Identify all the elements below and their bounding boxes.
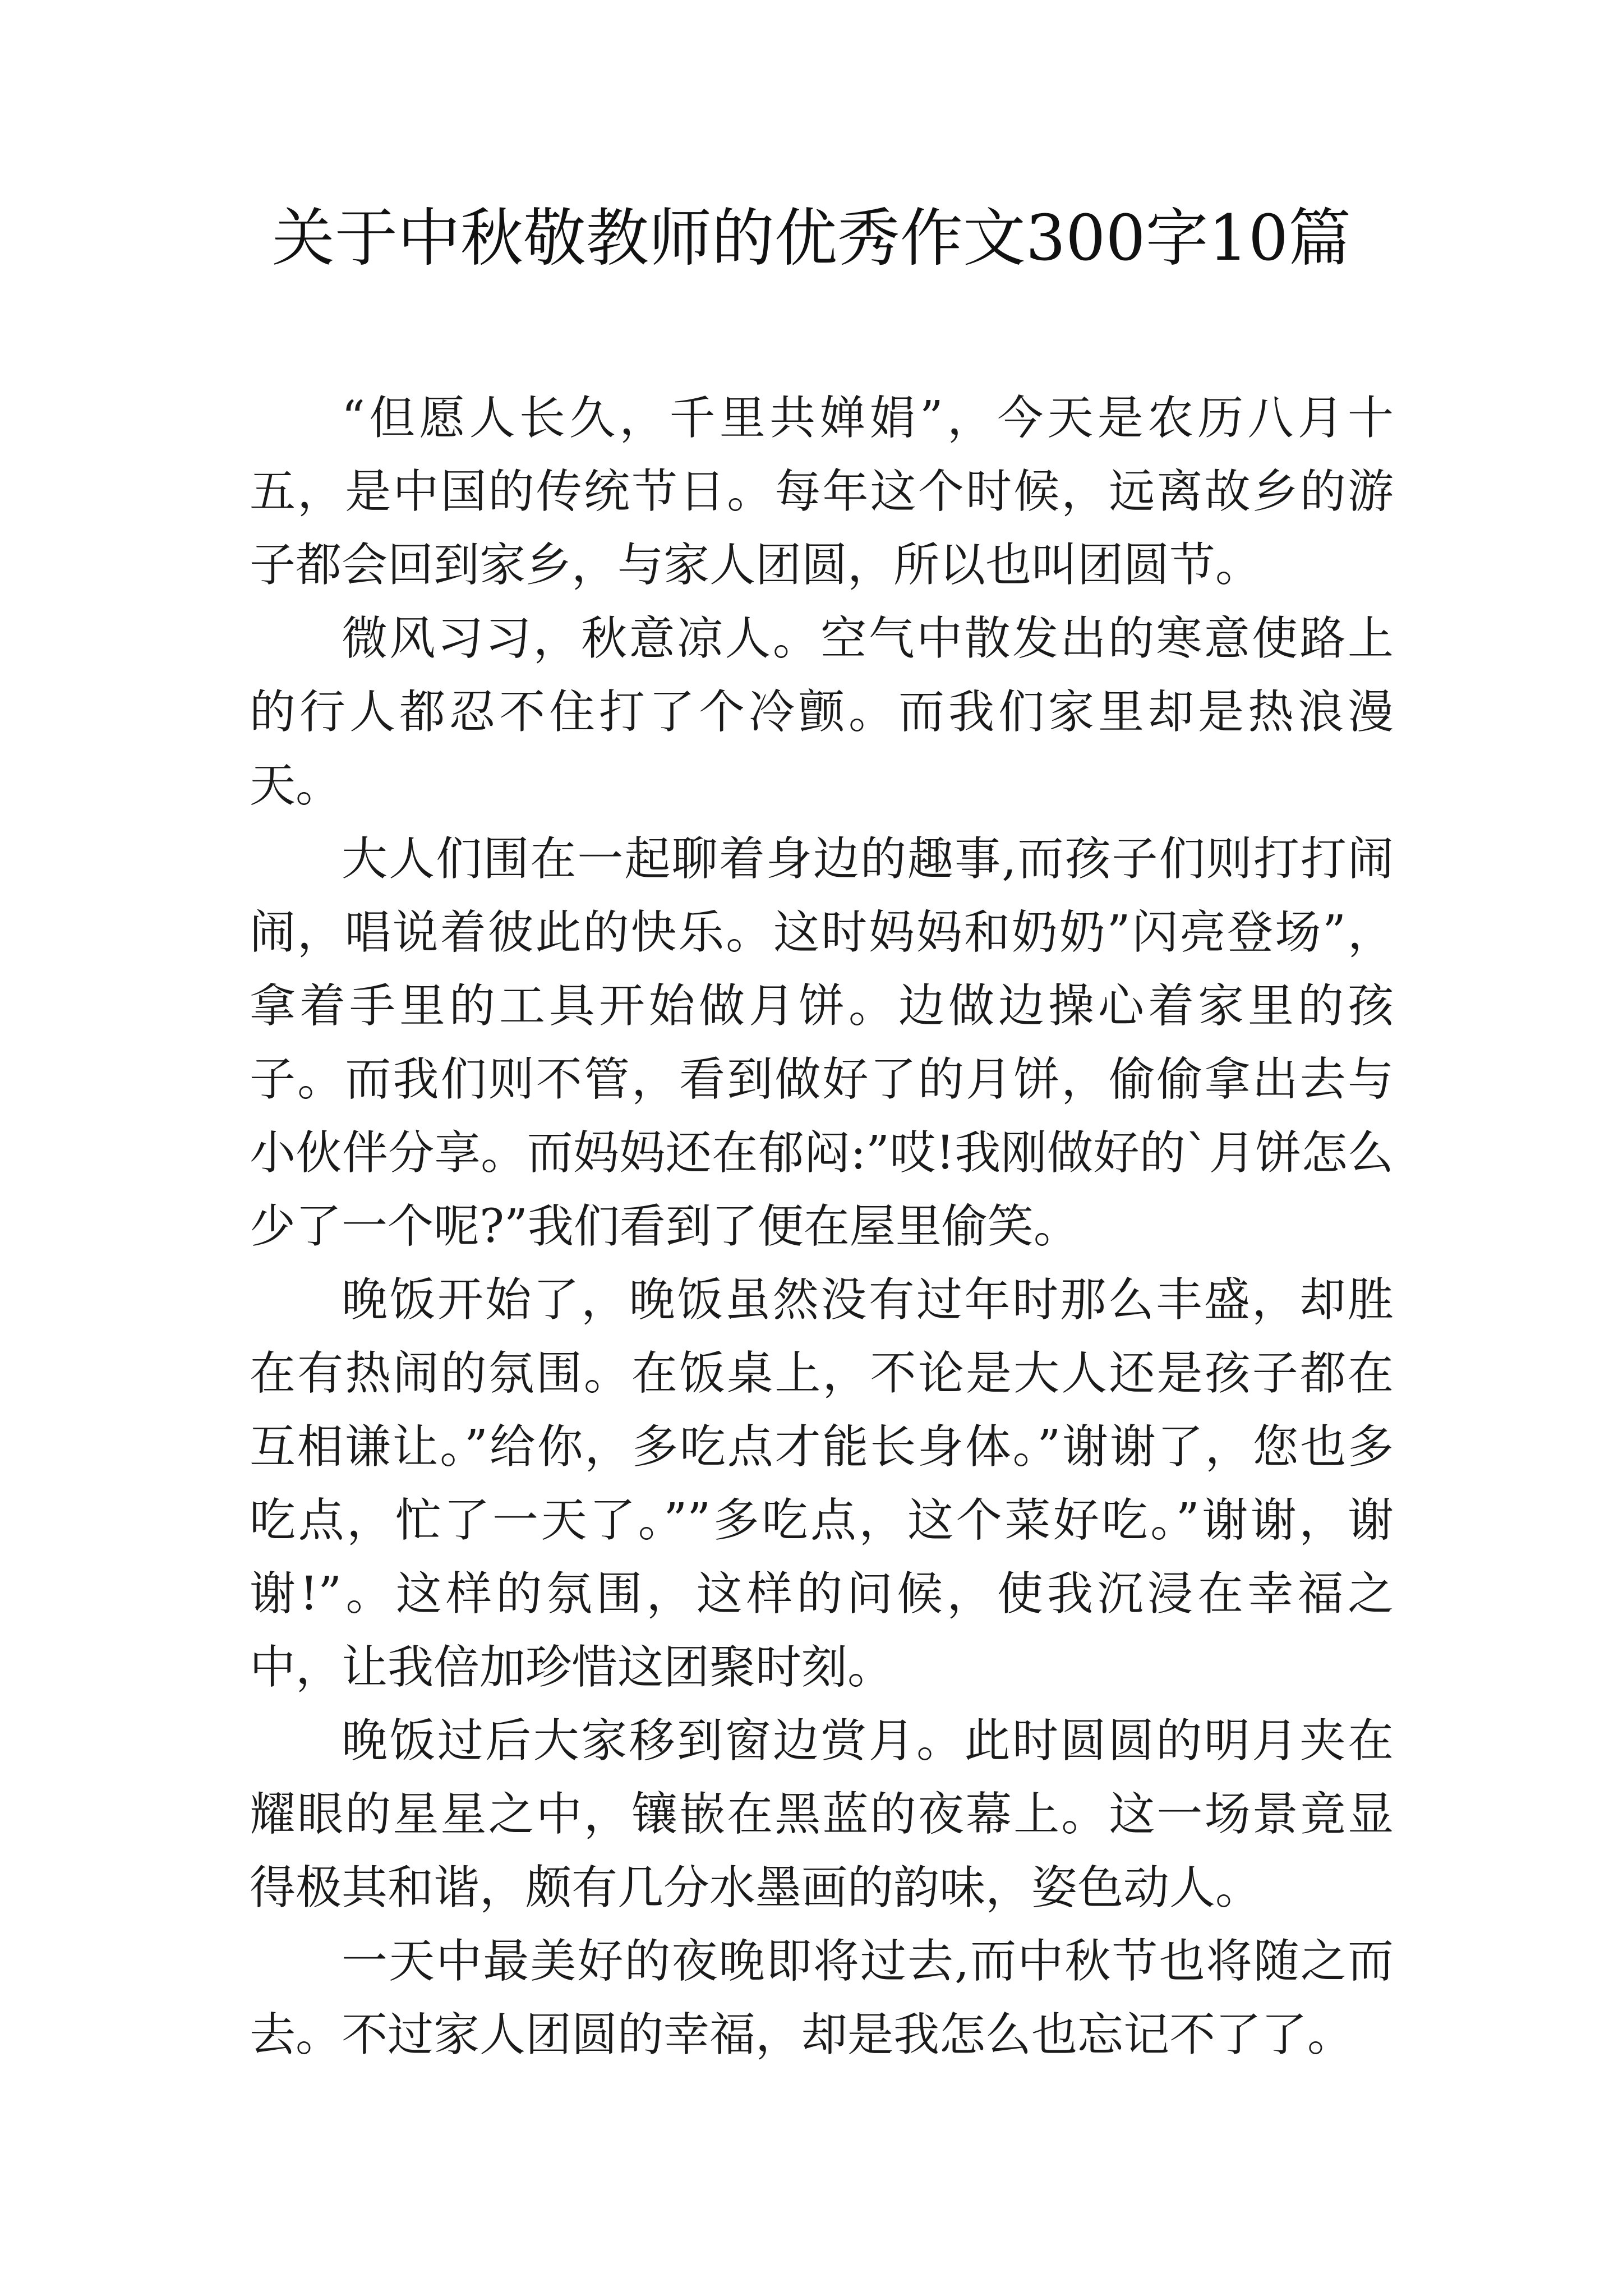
paragraph: 一天中最美好的夜晚即将过去,而中秋节也将随之而去。不过家人团圆的幸福，却是我怎么也忘记不了了。	[250, 1935, 1394, 2062]
paragraph: 晚饭开始了，晚饭虽然没有过年时那么丰盛，却胜在有热闹的氛围。在饭桌上，不论是大人还是孩子都在互相谦让。”给你，多吃点才能长身体。”谢谢了，您也多吃点，忙了一天了。””多吃点，这个菜好吃。”谢谢，谢谢!”。这样的氛围，这样的问候，使我沉浸在幸福之中，让我倍加珍惜这团聚时刻。	[250, 1273, 1394, 1694]
paragraph: 大人们围在一起聊着身边的趣事,而孩子们则打打闹闹，唱说着彼此的快乐。这时妈妈和奶奶”闪亮登场”，拿着手里的工具开始做月饼。边做边操心着家里的孩子。而我们则不管，看到做好了的月饼，偷偷拿出去与小伙伴分享。而妈妈还在郁闷:”哎!我刚做好的`月饼怎么少了一个呢?”我们看到了便在屋里偷笑。	[250, 832, 1394, 1253]
paragraph: 微风习习，秋意凉人。空气中散发出的寒意使路上的行人都忍不住打了个冷颤。而我们家里却是热浪漫天。	[250, 612, 1394, 812]
document-body	[250, 381, 1394, 2072]
paragraph: 晚饭过后大家移到窗边赏月。此时圆圆的明月夹在耀眼的星星之中，镶嵌在黑蓝的夜幕上。这一场景竟显得极其和谐，颇有几分水墨画的韵味，姿色动人。	[250, 1714, 1394, 1915]
paragraph: “但愿人长久，千里共婵娟”，今天是农历八月十五，是中国的传统节日。每年这个时候，远离故乡的游子都会回到家乡，与家人团圆，所以也叫团圆节。	[250, 392, 1394, 592]
document-title: 关于中秋敬教师的优秀作文300字10篇	[271, 202, 1352, 275]
